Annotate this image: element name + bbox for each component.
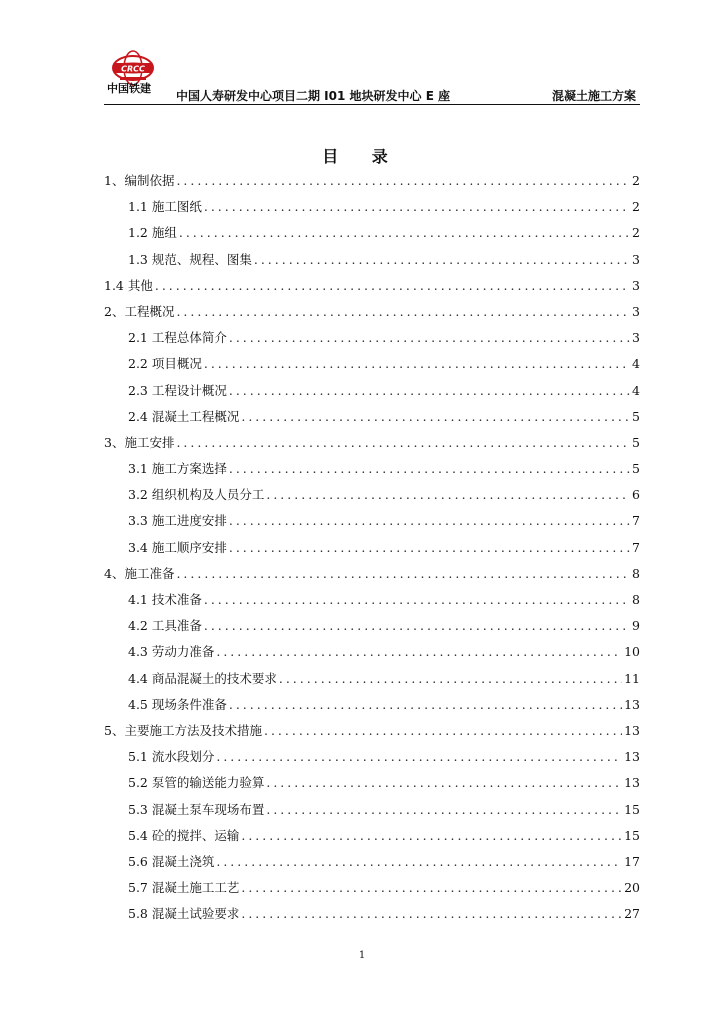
toc-entry-page: 13 [624,749,640,765]
toc-title: 目 录 [322,147,402,166]
toc-entry-page: 3 [632,277,640,293]
toc-entry-page: 7 [632,539,640,555]
toc-entry-page: 5 [632,461,640,477]
toc-entry-page: 13 [624,696,640,712]
toc-entry[interactable] [104,561,640,587]
toc-entry[interactable] [104,770,640,796]
toc-entry-label: 4.2 工具准备 [128,618,202,634]
toc-entry-label: 5.4 砼的搅拌、运输 [128,827,240,843]
toc-entry[interactable] [104,247,640,273]
toc-leader-dots [241,875,622,901]
toc-leader-dots [216,849,622,875]
toc-entry-label: 2.2 项目概况 [128,356,202,372]
toc-entry[interactable] [104,535,640,561]
toc-entry-page: 15 [624,827,640,843]
toc-entry[interactable] [104,613,640,639]
toc-entry-page: 3 [632,330,640,346]
toc-entry[interactable] [104,378,640,404]
toc-leader-dots [266,797,622,823]
toc-entry-label: 3、施工安排 [104,434,175,450]
toc-entry[interactable] [104,456,640,482]
toc-leader-dots [176,299,630,325]
toc-leader-dots [204,351,630,377]
toc-entry[interactable] [104,823,640,849]
toc-leader-dots [204,613,630,639]
toc-entry-page: 4 [632,382,640,398]
toc-leader-dots [176,561,630,587]
toc-entry[interactable] [104,718,640,744]
toc-entry-label: 2.4 混凝土工程概况 [128,408,240,424]
toc-entry[interactable] [104,666,640,692]
toc-entry-label: 1.2 施组 [128,225,177,241]
toc-entry[interactable] [104,404,640,430]
toc-entry-label: 3.1 施工方案选择 [128,461,227,477]
toc-leader-dots [155,273,630,299]
toc-entry-page: 5 [632,434,640,450]
toc-entry-page: 5 [632,408,640,424]
toc-entry-page: 9 [632,618,640,634]
toc-leader-dots [241,404,630,430]
toc-entry-label: 5.8 混凝土试验要求 [128,906,240,922]
toc-entry-page: 27 [624,906,640,922]
toc-leader-dots [229,535,630,561]
toc-entry-label: 4.5 现场条件准备 [128,696,227,712]
toc-entry[interactable] [104,797,640,823]
toc-entry-label: 2.3 工程设计概况 [128,382,227,398]
page-header [104,46,640,108]
toc-entry-label: 1.3 规范、规程、图集 [128,251,252,267]
toc-leader-dots [229,456,630,482]
toc-entry-page: 17 [624,853,640,869]
toc-entry-page: 13 [624,775,640,791]
toc-entry[interactable] [104,325,640,351]
toc-entry[interactable] [104,744,640,770]
toc-leader-dots [229,325,630,351]
toc-leader-dots [216,639,622,665]
toc-entry-label: 1、编制依据 [104,173,175,188]
toc-entry-label: 1.1 施工图纸 [128,199,202,215]
toc-entry[interactable] [104,639,640,665]
toc-entry[interactable] [104,299,640,325]
toc-entry-label: 2、工程概况 [104,303,175,319]
toc-leader-dots [229,508,630,534]
toc-entry-label: 5、主要施工方法及技术措施 [104,722,262,738]
toc-entry[interactable] [104,875,640,901]
page-number: 1 [358,950,366,961]
toc-leader-dots [241,823,622,849]
toc-entry-label: 5.6 混凝土浇筑 [128,853,215,869]
toc-entry[interactable] [104,168,640,194]
toc-entry-page: 11 [624,670,640,686]
toc-entry-page: 2 [632,173,640,188]
crcc-logo-icon [104,46,162,106]
toc-entry-label: 5.2 泵管的输送能力验算 [128,775,265,791]
toc-entry[interactable] [104,692,640,718]
toc-entry-page: 8 [632,565,640,581]
toc-entry-page: 2 [632,225,640,241]
toc-entry-page: 8 [632,592,640,607]
toc-entry-label: 3.2 组织机构及人员分工 [128,487,265,503]
toc-entry[interactable] [104,351,640,377]
logo-mark-text: CRCC [121,64,145,74]
toc-entry[interactable] [104,430,640,456]
toc-entry[interactable] [104,194,640,220]
toc-entry-label: 4.1 技术准备 [128,592,202,607]
toc-leader-dots [266,770,622,796]
toc-entry[interactable] [104,901,640,927]
toc-leader-dots [179,220,630,246]
toc-leader-dots [229,378,630,404]
toc-entry[interactable] [104,508,640,534]
toc-leader-dots [204,194,630,220]
toc-entry-label: 1.4 其他 [104,277,153,293]
toc-entry-label: 3.3 施工进度安排 [128,513,227,529]
toc-entry-label: 4.4 商品混凝土的技术要求 [128,670,277,686]
toc-leader-dots [254,247,630,273]
toc-entry[interactable] [104,849,640,875]
toc-leader-dots [241,901,622,927]
toc-entry-label: 5.7 混凝土施工工艺 [128,880,240,896]
toc-leader-dots [204,587,630,613]
toc-leader-dots [216,744,622,770]
toc-entry-page: 3 [632,251,640,267]
toc-entry[interactable] [104,482,640,508]
toc-entry-page: 6 [632,487,640,503]
toc-entry-page: 4 [632,356,640,372]
toc-leader-dots [176,430,630,456]
toc-entry[interactable] [104,587,640,613]
toc-entry-page: 7 [632,513,640,529]
toc-leader-dots [279,666,622,692]
logo-text: 中国铁建 [107,82,151,95]
toc-entry-label: 3.4 施工顺序安排 [128,539,227,555]
toc-entry-page: 3 [632,303,640,319]
toc-leader-dots [229,692,622,718]
header-doc-type: 混凝土施工方案 [551,89,636,103]
toc-entry[interactable] [104,220,640,246]
toc-entry-label: 4、施工准备 [104,565,175,581]
table-of-contents [104,168,640,927]
toc-entry-label: 2.1 工程总体简介 [128,330,227,346]
toc-entry-page: 10 [624,644,640,660]
toc-entry-page: 2 [632,199,640,215]
header-project-title: 中国人寿研发中心项目二期 I01 地块研发中心 E 座 [176,89,451,103]
toc-entry-label: 5.1 流水段划分 [128,749,215,765]
toc-leader-dots [264,718,622,744]
header-divider [104,104,640,105]
toc-entry-label: 4.3 劳动力准备 [128,644,215,660]
toc-entry[interactable] [104,273,640,299]
toc-entry-page: 15 [624,801,640,817]
toc-leader-dots [176,168,630,194]
toc-entry-page: 13 [624,722,640,738]
toc-leader-dots [266,482,630,508]
toc-entry-label: 5.3 混凝土泵车现场布置 [128,801,265,817]
toc-entry-page: 20 [624,880,640,896]
